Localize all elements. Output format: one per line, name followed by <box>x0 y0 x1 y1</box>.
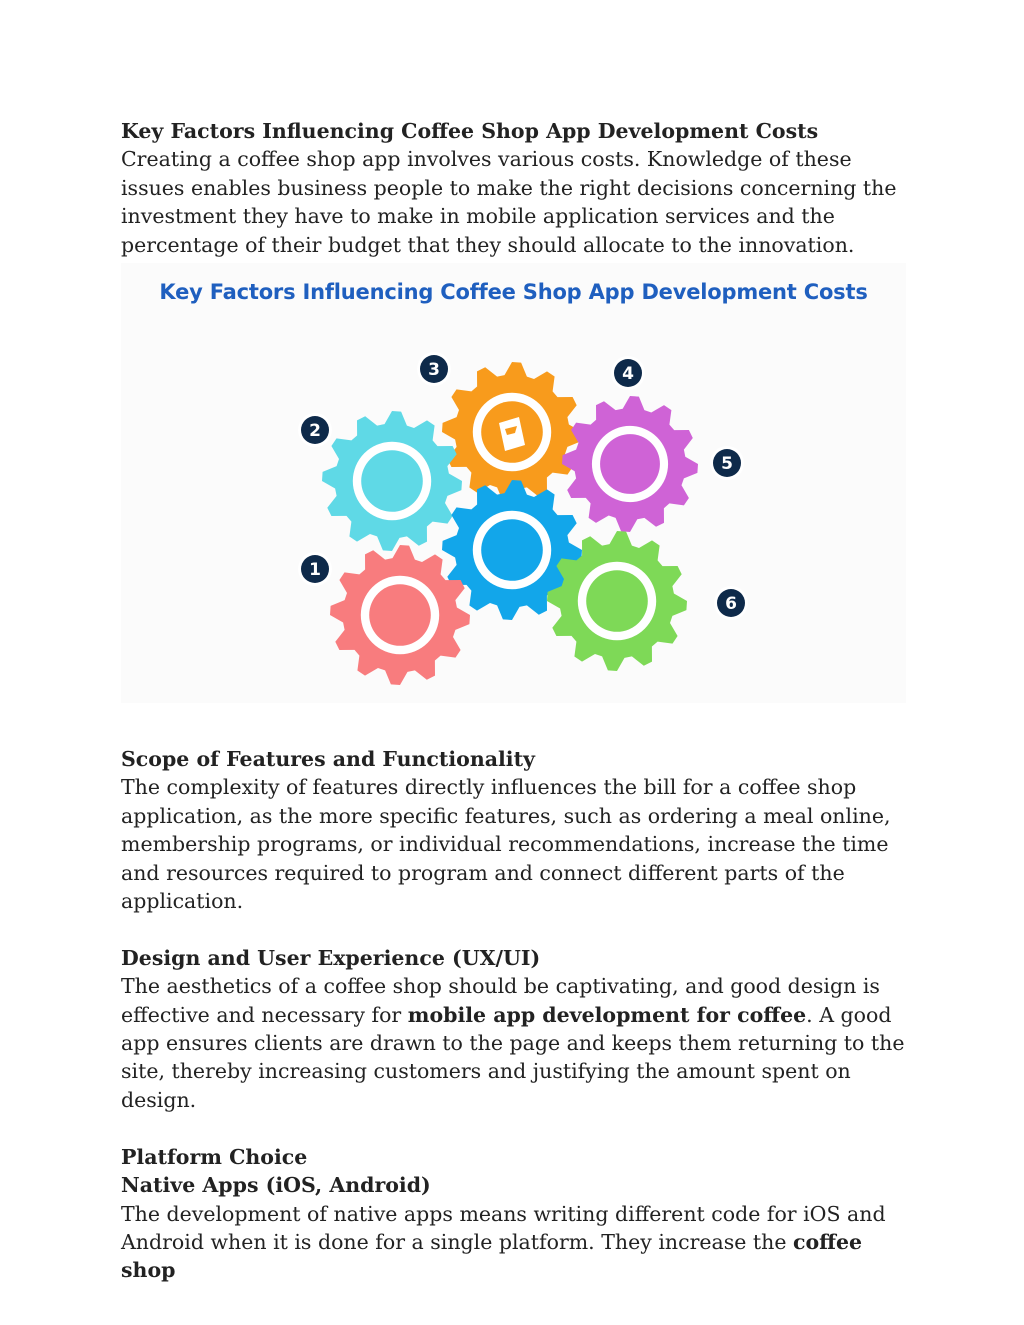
design-text-start: The aesthetics of a coffee shop should be captivating, and good design is effective and necessary for <box>121 974 880 1027</box>
number-badge <box>298 552 332 586</box>
document-page <box>121 117 911 1285</box>
badge-number: 3 <box>428 360 440 381</box>
platform-paragraph <box>121 1200 911 1285</box>
platform-heading: Platform Choice <box>121 1144 308 1169</box>
gear-icon <box>562 396 698 532</box>
number-badge <box>710 446 744 480</box>
native-apps-subheading: Native Apps (iOS, Android) <box>121 1173 431 1198</box>
design-heading: Design and User Experience (UX/UI) <box>121 945 541 970</box>
design-paragraph <box>121 972 911 1114</box>
design-link-text: mobile app development for coffee <box>407 1002 807 1027</box>
scope-paragraph: The complexity of features directly influences the bill for a coffee shop application, as the more specific features, such as ordering a meal online, membership programs, or individual recommendations, increase the time and resources required to program and connect different parts of the application. <box>121 775 891 914</box>
gear-icon <box>322 411 462 551</box>
badge-number: 6 <box>725 594 737 615</box>
number-badge <box>298 413 332 447</box>
platform-text: The development of native apps means writing different code for iOS and Android when it is done for a single platform. They increase the <box>121 1201 886 1254</box>
gear-icon <box>330 545 470 685</box>
badge-number: 1 <box>309 560 321 581</box>
number-badge <box>714 586 748 620</box>
number-badge <box>417 352 451 386</box>
gears-illustration <box>121 263 906 703</box>
scope-heading: Scope of Features and Functionality <box>121 747 535 772</box>
figure-title: Key Factors Influencing Coffee Shop App Development Costs <box>159 280 868 305</box>
intro-paragraph: Creating a coffee shop app involves various costs. Knowledge of these issues enables business people to make the right decisions concerning the investment they have to make in mobile application services and the percentage of their budget that they should allocate to the innovation. <box>121 147 897 257</box>
intro-heading: Key Factors Influencing Coffee Shop App Development Costs <box>121 119 819 143</box>
platform-bold-text: coffee shop <box>121 1229 863 1283</box>
key-factors-figure <box>121 263 906 703</box>
badge-number: 4 <box>622 364 634 385</box>
badge-number: 5 <box>721 454 733 475</box>
badge-number: 2 <box>309 421 321 442</box>
design-text-end: . A good app ensures clients are drawn to the page and keeps them returning to the site, thereby increasing customers and justifying the amount spent on design. <box>121 1002 905 1112</box>
number-badge <box>611 356 645 390</box>
